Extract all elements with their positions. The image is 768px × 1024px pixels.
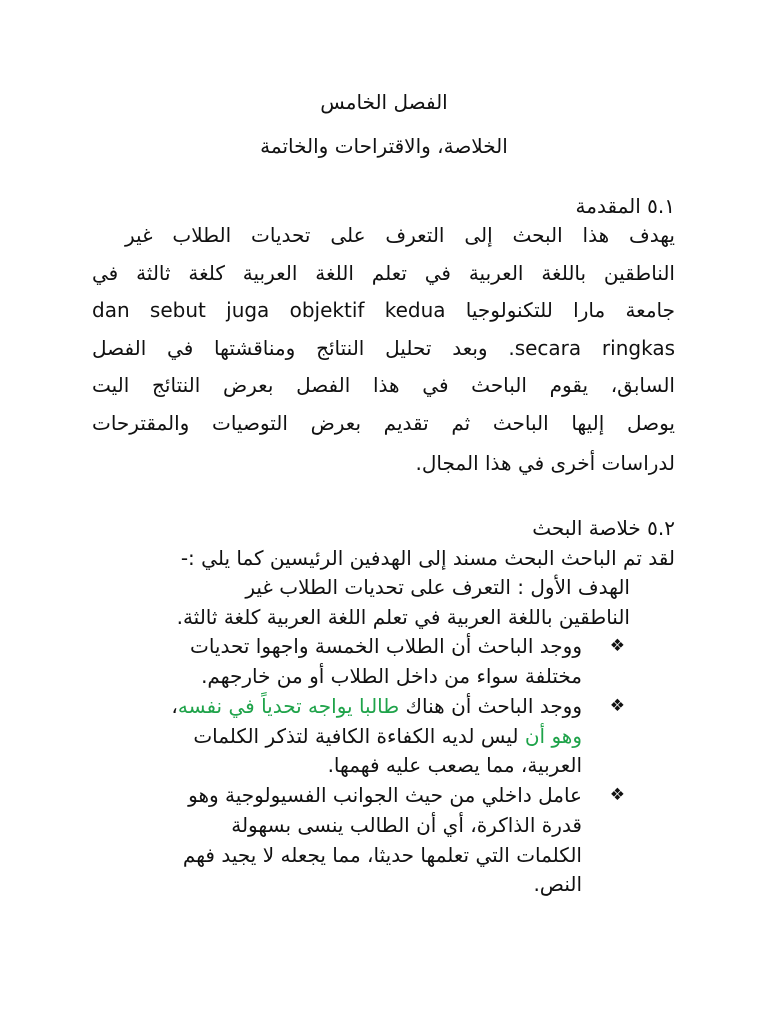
bullet-text-part: ليس لديه الكفاءة الكافية لتذكر الكلمات xyxy=(193,724,525,748)
bullet-text: ووجد الباحث أن الطلاب الخمسة واجهوا تحديات xyxy=(189,634,582,658)
intro-paragraph-line: يهدف هذا البحث إلى التعرف على تحديات الطلاب غير xyxy=(125,223,675,247)
bullet-text: العربية، مما يصعب عليه فهمها. xyxy=(327,753,582,777)
bullet-text: الكلمات التي تعلمها حديثا، مما يجعله لا يجيد فهم xyxy=(182,843,582,867)
bullet-text xyxy=(171,693,582,719)
highlighted-text: طالبا يواجه تحدياً في نفسه xyxy=(177,694,400,718)
bullet-text: مختلفة سواء من داخل الطلاب أو من خارجهم. xyxy=(201,664,582,688)
diamond-bullet-icon: ❖ xyxy=(609,636,625,656)
goal-one-line: الناطقين باللغة العربية في تعلم اللغة العربية كلغة ثالثة. xyxy=(176,605,630,629)
intro-paragraph-line: جامعة مارا للتكنولوجيا dan sebut juga objektif kedua xyxy=(92,298,675,322)
summary-intro: لقد تم الباحث البحث مسند إلى الهدفين الرئيسين كما يلي :- xyxy=(180,546,675,570)
chapter-subtitle: الخلاصة، والاقتراحات والخاتمة xyxy=(260,134,508,158)
section-heading-summary: ٥.٢ خلاصة البحث xyxy=(532,516,675,540)
intro-paragraph-line: لدراسات أخرى في هذا المجال. xyxy=(415,451,675,475)
bullet-text: عامل داخلي من حيث الجوانب الفسيولوجية وهو xyxy=(188,783,582,807)
intro-paragraph-line: الناطقين باللغة العربية في تعلم اللغة العربية كلغة ثالثة في xyxy=(92,261,675,285)
bullet-text-part: ، xyxy=(171,694,178,718)
chapter-title: الفصل الخامس xyxy=(320,90,448,114)
goal-one-line: الهدف الأول : التعرف على تحديات الطلاب غير xyxy=(245,575,630,599)
bullet-text-part: ووجد الباحث أن هناك xyxy=(399,694,582,718)
bullet-text: النص. xyxy=(533,872,582,896)
intro-paragraph-line: السابق، يقوم الباحث في هذا الفصل بعرض النتائج اليت xyxy=(92,373,675,397)
highlighted-text: وهو أن xyxy=(524,724,582,748)
intro-paragraph-line: secara ringkas. وبعد تحليل النتائج ومناقشتها في الفصل xyxy=(92,336,675,360)
bullet-text xyxy=(193,723,582,749)
diamond-bullet-icon: ❖ xyxy=(609,785,625,805)
bullet-text: قدرة الذاكرة، أي أن الطالب ينسى بسهولة xyxy=(231,813,582,837)
intro-paragraph-line: يوصل إليها الباحث ثم تقديم بعرض التوصيات والمقترحات xyxy=(92,411,675,435)
diamond-bullet-icon: ❖ xyxy=(609,696,625,716)
section-heading-intro: ٥.١ المقدمة xyxy=(575,194,675,218)
